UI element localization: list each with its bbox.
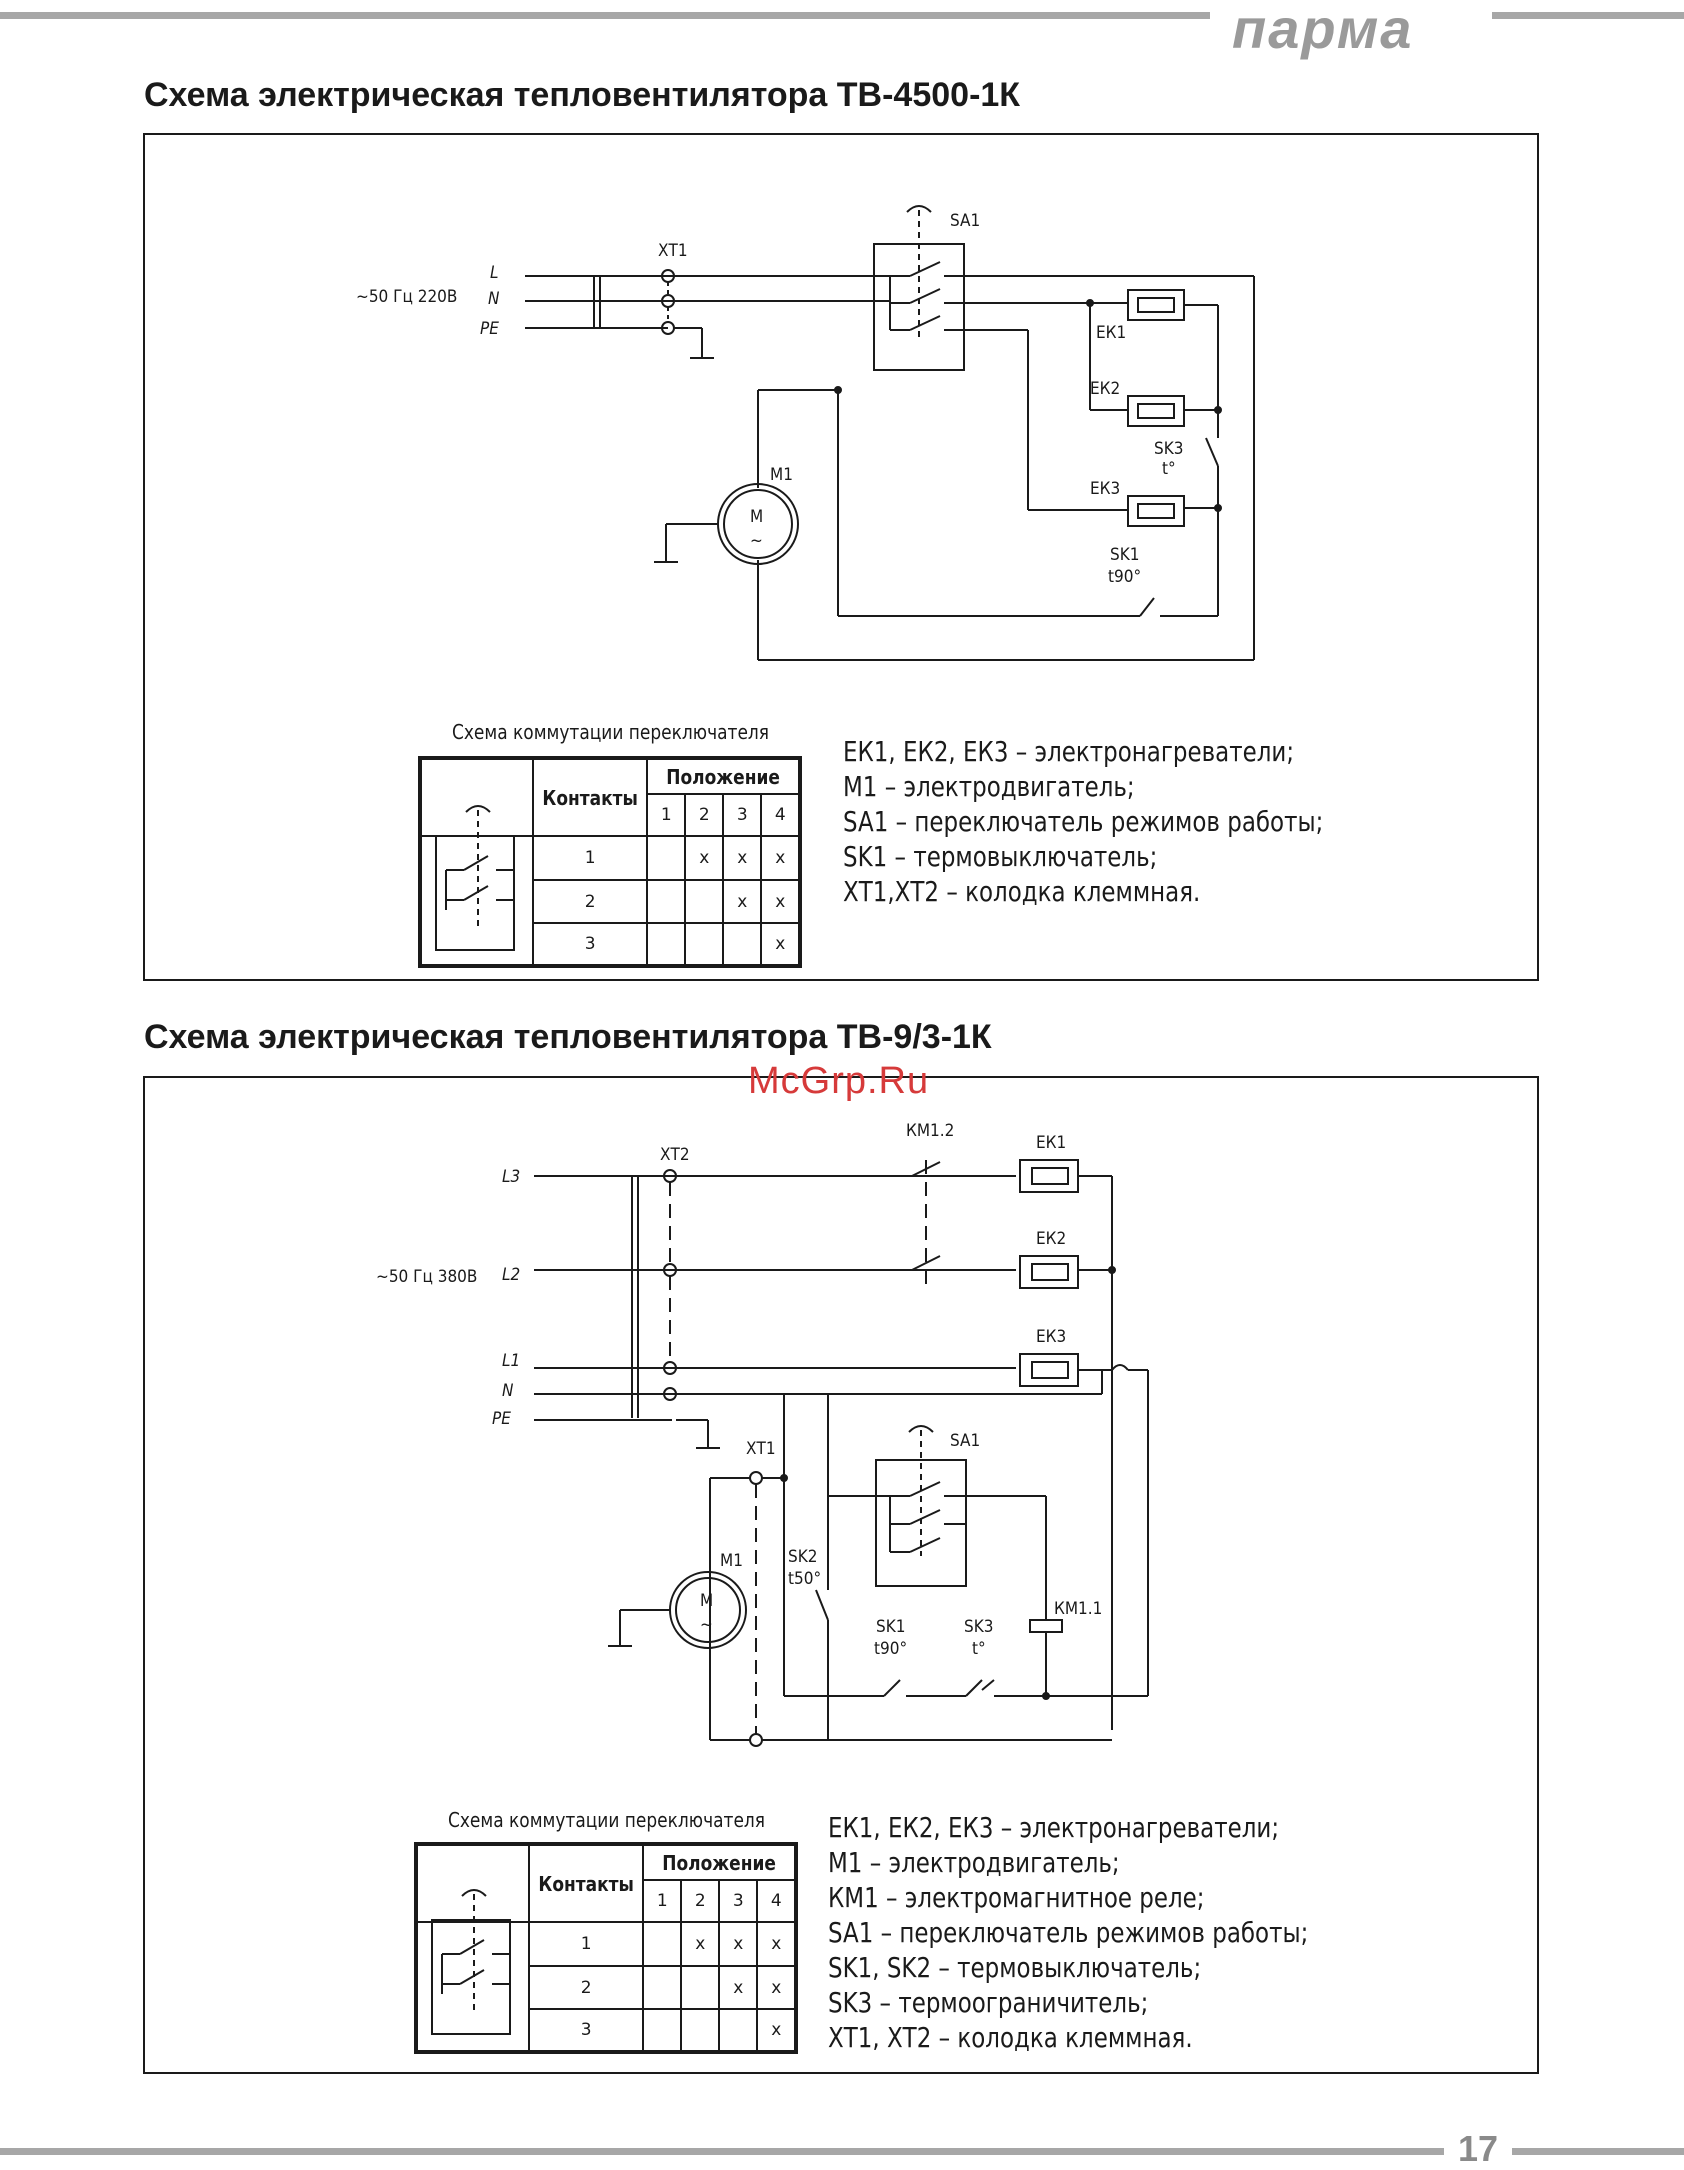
d2-PE-label: PE	[492, 1409, 511, 1429]
d2-m1-label: М1	[720, 1551, 743, 1571]
cell-1-1	[643, 1922, 681, 1966]
cell-1-2: x	[681, 1922, 719, 1966]
d1-sa1-label: SA1	[950, 211, 981, 231]
d2-sk1-label: SK1	[876, 1617, 906, 1637]
position-1: 1	[647, 794, 685, 836]
legend-line: SK1, SK2 – термовыключатель;	[828, 1951, 1202, 1984]
cell-2-3: x	[723, 880, 761, 923]
d1-ek3-label: ЕК3	[1090, 479, 1121, 499]
position-2: 2	[685, 794, 723, 836]
legend-line: SK3 – термоограничитель;	[828, 1986, 1149, 2019]
d2-L1-label: L1	[502, 1351, 521, 1371]
contact-1: 1	[533, 836, 647, 880]
cell-1-2: x	[685, 836, 723, 880]
contact-3: 3	[533, 923, 647, 966]
d1-motor-tilde: ~	[750, 531, 763, 551]
cell-3-1	[643, 2009, 681, 2052]
d2-L2-label: L2	[502, 1265, 521, 1285]
legend-line: SA1 – переключатель режимов работы;	[828, 1916, 1309, 1949]
schema2-switch-caption: Схема коммутации переключателя	[448, 1808, 765, 1832]
cell-2-3: x	[719, 1966, 757, 2009]
contact-1: 1	[529, 1922, 643, 1966]
legend-line: М1 – электродвигатель;	[828, 1846, 1120, 1879]
schema1-switch-caption: Схема коммутации переключателя	[452, 720, 769, 744]
d1-motor-m: М	[750, 507, 764, 527]
d1-ek1-label: ЕК1	[1096, 323, 1127, 343]
d2-km12-label: КМ1.2	[906, 1121, 955, 1141]
d2-sk3-label: SK3	[964, 1617, 994, 1637]
cell-3-2	[685, 923, 723, 966]
cell-1-4: x	[761, 836, 800, 880]
d2-ek2-label: ЕК2	[1036, 1229, 1067, 1249]
cell-2-2	[681, 1966, 719, 2009]
schema1-title: Схема электрическая тепловентилятора ТВ-4500-1К	[144, 76, 1021, 114]
d1-L-label: L	[490, 263, 499, 283]
legend-line: М1 – электродвигатель;	[843, 770, 1135, 803]
page-number: 17	[1458, 2128, 1499, 2169]
legend-line: КМ1 – электромагнитное реле;	[828, 1881, 1205, 1914]
d1-xt1-label: ХТ1	[658, 241, 688, 261]
cell-2-4: x	[757, 1966, 796, 2009]
cell-2-2	[685, 880, 723, 923]
d2-km11-label: КМ1.1	[1054, 1599, 1103, 1619]
switch-icon-cell	[416, 1844, 529, 1922]
d2-xt1-label: ХТ1	[746, 1439, 776, 1459]
legend-line: SK1 – термовыключатель;	[843, 840, 1158, 873]
d1-PE-label: PE	[480, 319, 499, 339]
d1-sk1-label: SK1	[1110, 545, 1140, 565]
legend-line: ХТ1, ХТ2 – колодка клеммная.	[828, 2021, 1193, 2054]
d2-motor-m: М	[700, 1591, 714, 1611]
cell-2-1	[643, 1966, 681, 2009]
d1-supply-label: ~50 Гц 220В	[356, 287, 458, 307]
d2-N-label: N	[502, 1381, 514, 1401]
d2-motor-tilde: ~	[700, 1615, 713, 1635]
d2-supply-label: ~50 Гц 380В	[376, 1267, 478, 1287]
position-1: 1	[643, 1880, 681, 1922]
cell-3-2	[681, 2009, 719, 2052]
legend-line: ЕК1, ЕК2, ЕК3 – электронагреватели;	[843, 735, 1295, 768]
cell-1-1	[647, 836, 685, 880]
cell-3-3	[719, 2009, 757, 2052]
d1-ek2-label: ЕК2	[1090, 379, 1121, 399]
contact-2: 2	[533, 880, 647, 923]
d2-sk3-temp: t°	[972, 1639, 986, 1659]
d2-sk2-label: SK2	[788, 1547, 818, 1567]
d2-sk2-temp: t50°	[788, 1569, 822, 1589]
contacts-header: Контакты	[542, 758, 639, 836]
legend-line: SA1 – переключатель режимов работы;	[843, 805, 1324, 838]
position-4: 4	[761, 794, 800, 836]
schema2-switch-table	[414, 1842, 798, 2054]
d2-L3-label: L3	[502, 1167, 521, 1187]
d1-sk1-temp: t90°	[1108, 567, 1142, 587]
d1-sk3-label: SK3	[1154, 439, 1184, 459]
schema2-title: Схема электрическая тепловентилятора ТВ-9/3-1К	[144, 1018, 992, 1056]
position-3: 3	[719, 1880, 757, 1922]
cell-1-3: x	[719, 1922, 757, 1966]
switch-diagram-cell	[416, 1922, 529, 2052]
watermark: McGrp.Ru	[748, 1060, 930, 1102]
cell-1-4: x	[757, 1922, 796, 1966]
position-2: 2	[681, 1880, 719, 1922]
switch-diagram-cell	[420, 836, 533, 966]
switch-icon-cell	[420, 758, 533, 836]
d2-ek3-label: ЕК3	[1036, 1327, 1067, 1347]
cell-1-3: x	[723, 836, 761, 880]
cell-3-4: x	[757, 2009, 796, 2052]
d1-m1-label: М1	[770, 465, 793, 485]
d2-sa1-label: SA1	[950, 1431, 981, 1451]
schema2-legend	[828, 1810, 1308, 2055]
contacts-header: Контакты	[538, 1844, 635, 1922]
cell-3-3	[723, 923, 761, 966]
d1-N-label: N	[488, 289, 500, 309]
cell-3-1	[647, 923, 685, 966]
position-4: 4	[757, 1880, 796, 1922]
cell-2-4: x	[761, 880, 800, 923]
cell-2-1	[647, 880, 685, 923]
d1-sk3-temp: t°	[1162, 459, 1176, 479]
schema1-switch-table	[418, 756, 802, 968]
position-3: 3	[723, 794, 761, 836]
d2-sk1-temp: t90°	[874, 1639, 908, 1659]
d2-xt2-label: ХТ2	[660, 1145, 690, 1165]
position-header: Положение	[655, 1844, 785, 1880]
schema1-legend	[843, 734, 1323, 909]
contact-3: 3	[529, 2009, 643, 2052]
contact-2: 2	[529, 1966, 643, 2009]
legend-line: ХТ1,ХТ2 – колодка клеммная.	[843, 875, 1201, 908]
d2-ek1-label: ЕК1	[1036, 1133, 1067, 1153]
brand-logo: парма	[1232, 0, 1414, 60]
cell-3-4: x	[761, 923, 800, 966]
position-header: Положение	[659, 758, 789, 794]
legend-line: ЕК1, ЕК2, ЕК3 – электронагреватели;	[828, 1811, 1280, 1844]
